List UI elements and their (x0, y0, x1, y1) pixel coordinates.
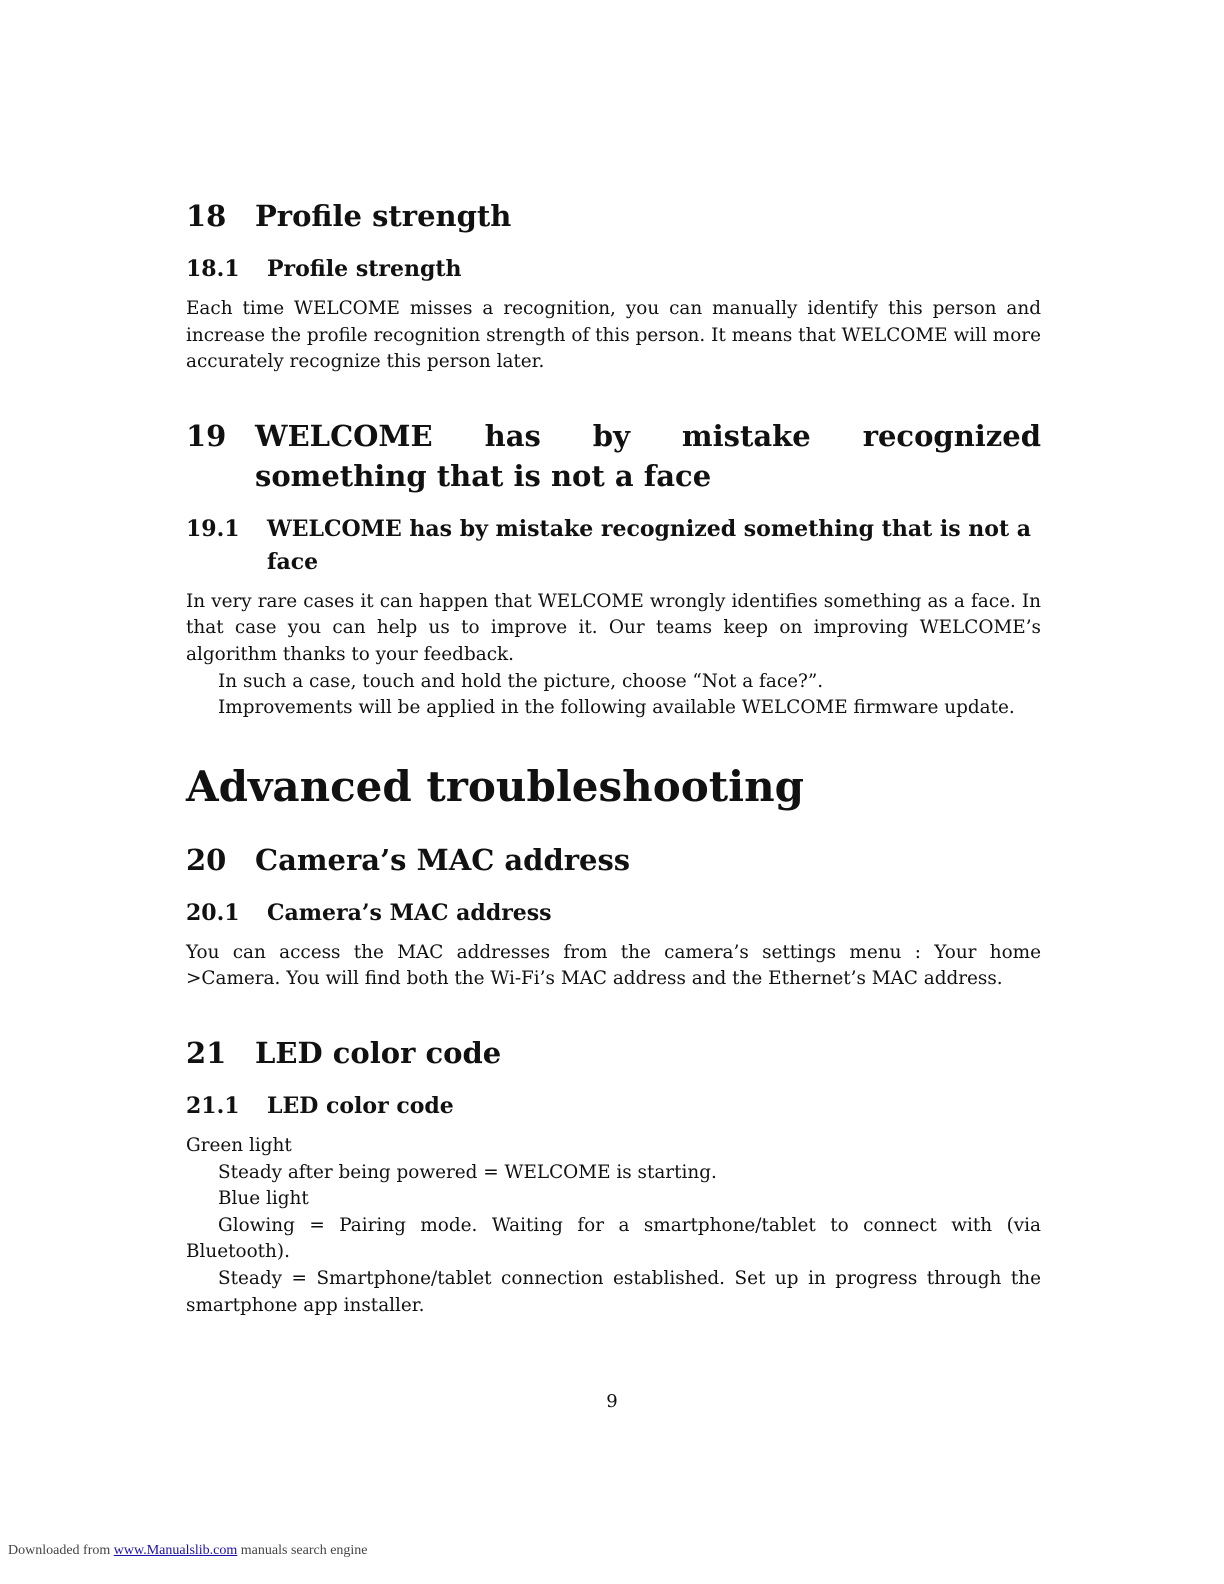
paragraph-19-1: In very rare cases it can happen that WELCOME wrongly identifies something as a face. In that case you can help us to improve it. Our teams keep on improving WELCOME’s algorithm thanks to your feedback. (186, 590, 1041, 665)
section-title: WELCOME has by mistake recognized something that is not a face (255, 418, 1041, 493)
paragraph-21-1: Green light (186, 1134, 292, 1156)
paragraph-20-1: You can access the MAC addresses from the camera’s settings menu : Your home >Camera. You will find both the Wi-Fi’s MAC address and the Ethernet’s MAC address. (186, 941, 1041, 990)
section-18-heading (186, 196, 1041, 236)
paragraph-18-1: Each time WELCOME misses a recognition, you can manually identify this person and increase the profile recognition strength of this person. It means that WELCOME will more accurately recognize this person later. (186, 298, 1041, 373)
subsection-title: Profile strength (267, 256, 462, 282)
section-title: Camera’s MAC address (255, 842, 631, 877)
part-heading: Advanced troubleshooting (186, 761, 804, 811)
paragraph-21-2: Steady after being powered = WELCOME is starting. (218, 1161, 717, 1183)
section-number: 21 (186, 1035, 227, 1070)
section-number: 19 (186, 418, 227, 453)
footer-prefix: Downloaded from (8, 1543, 111, 1558)
subsection-19-1-heading (186, 513, 1041, 579)
document-page (186, 196, 1041, 1319)
paragraph-21-4: Glowing = Pairing mode. Waiting for a smartphone/tablet to connect with (via Bluetooth). (186, 1214, 1041, 1263)
paragraph-21-5: Steady = Smartphone/tablet connection established. Set up in progress through the smartphone app installer. (186, 1267, 1041, 1316)
subsection-title: LED color code (267, 1092, 454, 1119)
subsection-title: WELCOME has by mistake recognized something that is not a face (267, 515, 1032, 575)
subsection-number: 20.1 (186, 899, 240, 926)
section-title: LED color code (255, 1035, 502, 1070)
footer-suffix: manuals search engine (240, 1543, 368, 1558)
section-21-heading (186, 1033, 1041, 1073)
subsection-20-1-heading (186, 897, 1041, 930)
paragraph-19-2: In such a case, touch and hold the picture, choose “Not a face?”. (218, 670, 824, 692)
subsection-number: 21.1 (186, 1092, 240, 1119)
subsection-number: 19.1 (186, 515, 240, 542)
paragraph-21-3: Blue light (218, 1188, 309, 1210)
subsection-18-1-heading (186, 253, 1041, 286)
download-footer (8, 1543, 368, 1559)
subsection-number: 18.1 (186, 256, 240, 282)
section-number: 20 (186, 842, 227, 877)
section-20-heading (186, 840, 1041, 880)
manualslib-link[interactable]: www.Manualslib.com (113, 1543, 238, 1558)
section-19-heading (186, 416, 1041, 496)
subsection-21-1-heading (186, 1090, 1041, 1123)
section-number: 18 (186, 199, 227, 233)
section-title: Profile strength (255, 199, 512, 233)
paragraph-19-3: Improvements will be applied in the following available WELCOME firmware update. (218, 697, 1015, 719)
subsection-title: Camera’s MAC address (267, 899, 552, 926)
page-number: 9 (606, 1391, 618, 1412)
